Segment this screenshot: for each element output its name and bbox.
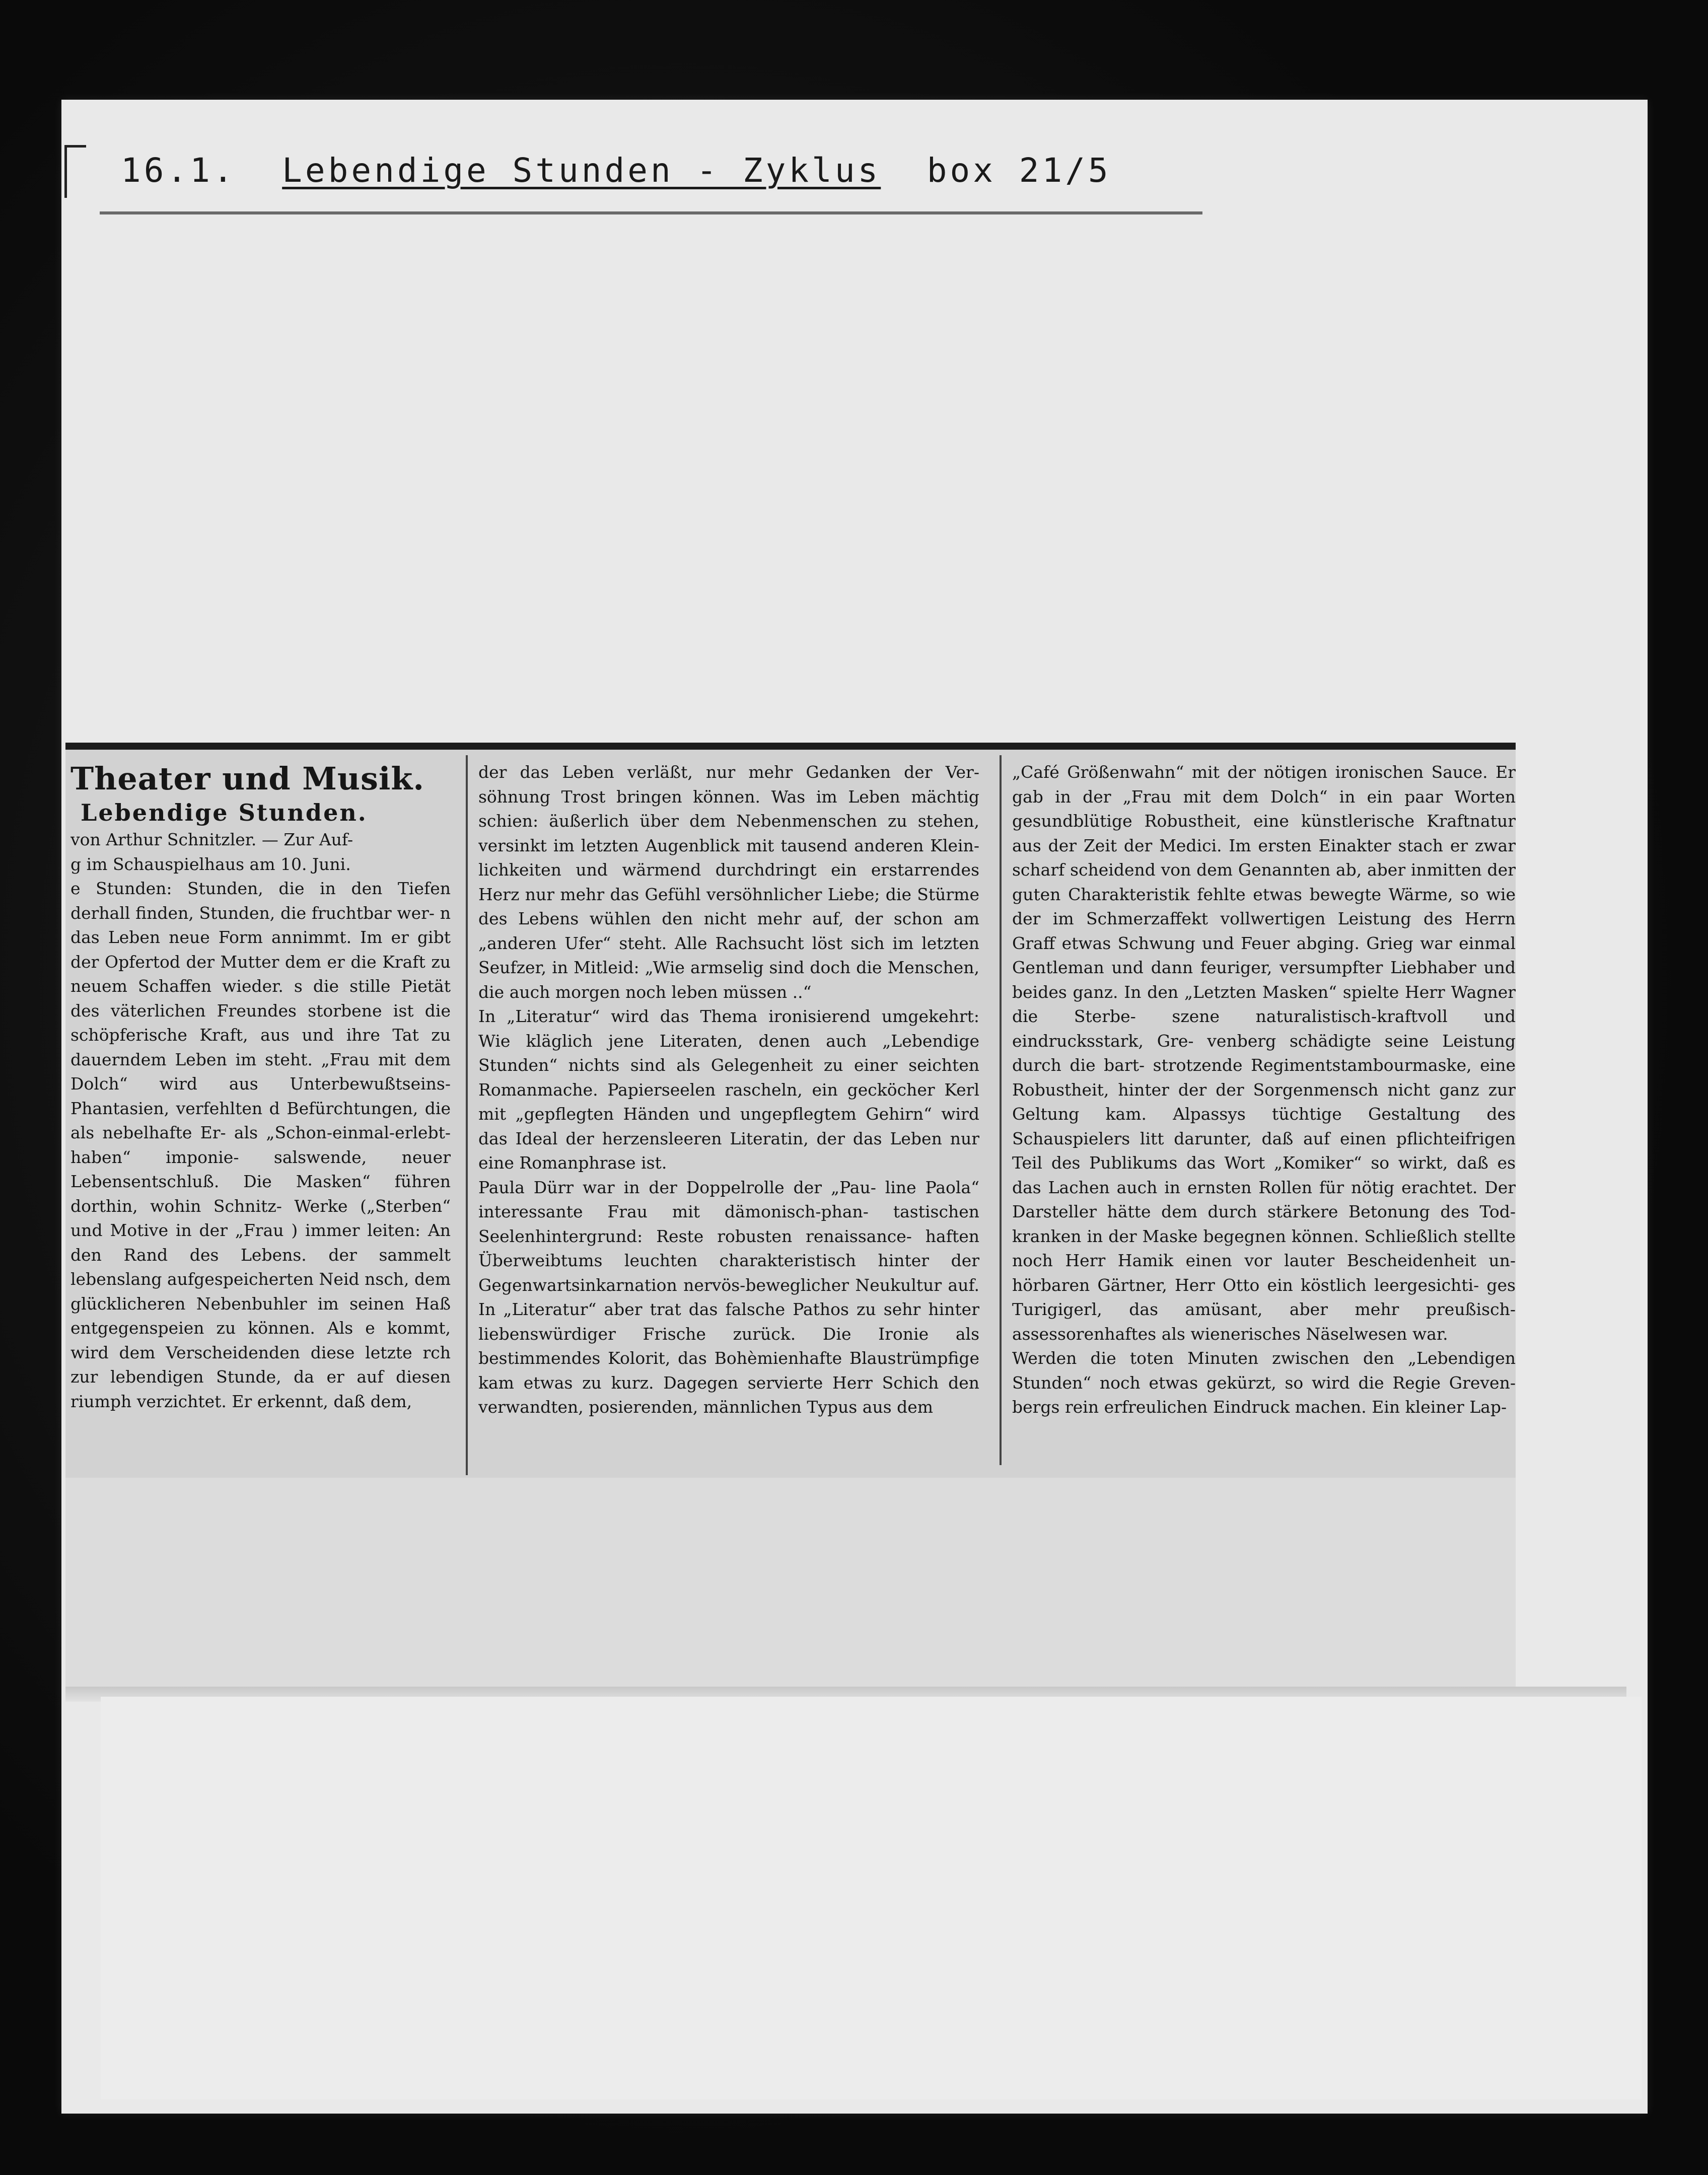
article-column-2 xyxy=(478,760,979,1460)
folder-number: 16.1. xyxy=(121,151,236,190)
article-column-1 xyxy=(70,760,451,1460)
article-column-3 xyxy=(1012,760,1516,1460)
column-text: e Stunden: Stunden, die in den Tiefen derhall finden, Stunden, die fruchtbar wer- n das Leben neue Form annimmt. Im er gibt der Opfertod der Mutter dem er die Kraft zu neuem Schaffen wieder. s die stille Pietät des väterlichen Freundes storbene ist die schöpferische Kraft, aus und ihre Tat zu dauerndem Leben im steht. „Frau mit dem Dolch“ wird aus Unterbewußtseins-Phantasien, verfehlten d Befürchtungen, die als nebelhafte Er- als „Schon-einmal-erlebt-haben“ imponie- salswende, neuer Lebensentschluß. Die Masken“ führen dorthin, wohin Schnitz- Werke („Sterben“ und Motive in der „Frau ) immer leiten: An den Rand des Lebens. der sammelt lebenslang aufgespeicherten Neid nsch, dem glücklicheren Nebenbuhler im seinen Haß entgegenspeien zu können. Als e kommt, wird dem Verscheidenden diese letzte rch zur lebendigen Stunde, da er auf diesen riumph verzichtet. Er erkennt, daß dem, xyxy=(70,879,451,1411)
column-divider xyxy=(1000,755,1002,1465)
byline-date: g im Schauspielhaus am 10. Juni. xyxy=(70,854,351,874)
column-text: Werden die toten Minuten zwischen den „Lebendigen Stunden“ noch etwas gekürzt, so wird die Regie Greven- bergs rein erfreulichen Eindruck machen. Ein kleiner Lap- xyxy=(1012,1348,1516,1417)
byline: von Arthur Schnitzler. — Zur Auf- xyxy=(70,830,353,849)
column-text: „Café Größenwahn“ mit der nötigen ironischen Sauce. Er gab in der „Frau mit dem Dolch“ in ein paar Worten gesundblütige Robustheit, eine künstlerische Kraftnatur aus der Zeit der Medici. Im ersten Einakter stach er zwar scharf scheidend von dem Genannten ab, aber inmitten der guten Charakteristik fehlte etwas bewegte Wärme, so wie der im Schmerzaffekt vollwertigen Leistung des Herrn Graff etwas Schwung und Feuer abging. Grieg war einmal Gentleman und dann feuriger, versumpfter Liebhaber und beides ganz. In den „Letzten Masken“ spielte Herr Wagner die Sterbe- szene naturalistisch-kraftvoll und eindrucksstark, Gre- venberg schädigte seine Leistung durch die bart- strotzende Regimentstambourmaske, eine Robustheit, hinter der der Sorgenmensch nicht ganz zur Geltung kam. Alpassys tüchtige Gestaltung des Schauspielers litt darunter, daß auf einen pflichteifrigen Teil des Publikums das Wort „Komiker“ so wirkt, daß es das Lachen auch in ernsten Rollen für nötig erachtet. Der Darsteller hätte dem durch stärkere Betonung des Tod- kranken in der Maske begegnen können. Schließlich stellte noch Herr Hamik einen vor lauter Bescheidenheit un- hörbaren Gärtner, Herr Otto ein köstlich leergesichti- ges Turigigerl, das amüsant, aber mehr preußisch- assessorenhaftes als wienerisches Näselwesen war. xyxy=(1012,762,1516,1344)
corner-bracket xyxy=(64,145,86,198)
column-text: In „Literatur“ wird das Thema ironisierend umgekehrt: Wie kläglich jene Literaten, denen auch „Lebendige Stunden“ nichts sind als Gelegenheit zu einer seichten Romanmache. Papierseelen rascheln, ein gecköcher Kerl mit „gepflegten Händen und ungepflegtem Gehirn“ wird das Ideal der herzensleeren Literatin, der das Leben nur eine Romanphrase ist. xyxy=(478,1006,979,1173)
archive-header xyxy=(121,151,1111,190)
folder-title: Lebendige Stunden - Zyklus xyxy=(282,151,881,190)
sheet-lower-area xyxy=(101,1697,1642,2099)
column-text: der das Leben verläßt, nur mehr Gedanken der Ver- söhnung Trost bringen können. Was im Leben mächtig schien: äußerlich über dem Nebenmenschen zu stehen, versinkt im letzten Augenblick mit tausend anderen Klein- lichkeiten und wärmend durchdringt ein erstarrendes Herz nur mehr das Gefühl versöhnlicher Liebe; die Stürme des Lebens wühlen den nicht mehr auf, der schon am „anderen Ufer“ steht. Alle Rachsucht löst sich im letzten Seufzer, in Mitleid: „Wie armselig sind doch die Menschen, die auch morgen noch leben müssen ..“ xyxy=(478,762,979,1002)
article-title: Lebendige Stunden. xyxy=(81,799,368,826)
box-label: box 21/5 xyxy=(927,151,1111,190)
header-divider xyxy=(100,211,1202,214)
clipping-lower-margin xyxy=(65,1478,1516,1689)
section-heading: Theater und Musik. xyxy=(70,760,424,797)
column-text: Paula Dürr war in der Doppelrolle der „Pau- line Paola“ interessante Frau mit dämonisch-phan- tastischen Seelenhintergrund: Reste robusten renaissance- haften Überweibtums leuchten charakteristisch hinter der Gegenwartsinkarnation nervös-beweglicher Neukultur auf. In „Literatur“ aber trat das falsche Pathos zu sehr hinter liebenswürdiger Frische zurück. Die Ironie als bestimmendes Kolorit, das Bohèmienhafte Blaustrümpfige kam etwas zu kurz. Dagegen servierte Herr Schich den verwandten, posierenden, männlichen Typus aus dem xyxy=(478,1177,979,1417)
column-divider xyxy=(466,755,468,1475)
